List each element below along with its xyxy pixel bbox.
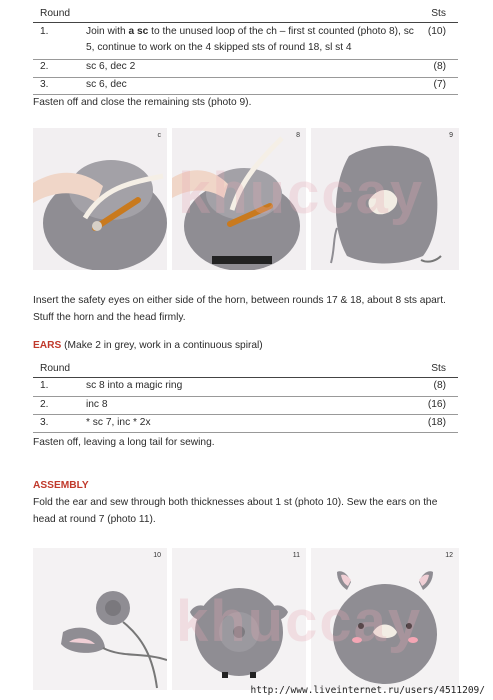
photo-label: 9	[449, 132, 453, 139]
photo-9	[311, 128, 459, 270]
sts-header: Sts	[431, 363, 446, 374]
assembly-title: ASSEMBLY	[33, 480, 89, 491]
row-instruction: sc 6, dec	[86, 79, 127, 90]
photo-8	[172, 128, 306, 270]
row-number: 3.	[40, 417, 49, 428]
row-instruction: sc 6, dec 2	[86, 61, 136, 72]
table1-header	[33, 6, 458, 22]
photo-12	[311, 548, 459, 690]
row-number: 2.	[40, 399, 49, 410]
table1-row-3	[33, 77, 458, 95]
photo-label: 10	[153, 552, 161, 559]
photo-label: 12	[445, 552, 453, 559]
photo-10	[33, 548, 167, 690]
photo-11	[172, 548, 306, 690]
paragraph-fasten-off: Fasten off and close the remaining sts (photo 9).	[33, 97, 252, 108]
row-sts: (8)	[433, 380, 446, 391]
row-sts: (7)	[433, 79, 446, 90]
photo-c	[33, 128, 167, 270]
ears-title: EARS	[33, 340, 62, 351]
photo-label: 11	[292, 552, 300, 559]
paragraph-safety-eyes: Insert the safety eyes on either side of the horn, between rounds 17 & 18, about 8 sts apart. Stuff the horn and the head firmly.	[33, 295, 446, 323]
round-header: Round	[40, 363, 71, 374]
ears-row-1	[33, 378, 458, 396]
row-sts: (10)	[427, 26, 446, 37]
row-number: 2.	[40, 61, 49, 72]
ears-row-3	[33, 415, 458, 433]
paragraph-long-tail: Fasten off, leaving a long tail for sewing.	[33, 437, 215, 448]
ears-row-2	[33, 397, 458, 415]
row-instruction: Join with a sc to the unused loop of the ch – first st counted (photo 8), sc 5, continue to work on the 4 skipped sts of round 18, sl st 4	[86, 26, 414, 53]
footer-url[interactable]: http://www.liveinternet.ru/users/4511209/	[250, 685, 485, 696]
row-sts: (16)	[427, 399, 446, 410]
table1-row-1	[33, 24, 458, 58]
ears-rule	[33, 432, 458, 433]
ears-table-header	[33, 361, 458, 377]
ears-subtitle: (Make 2 in grey, work in a continuous spiral)	[61, 340, 263, 351]
photo-label: c	[157, 132, 161, 139]
row-sts: (8)	[433, 61, 446, 72]
table1-row-2	[33, 59, 458, 77]
table1-rule-top	[33, 22, 458, 23]
row-sts: (18)	[427, 417, 446, 428]
ears-heading	[33, 338, 263, 354]
row-number: 3.	[40, 79, 49, 90]
watermark: khuccay	[178, 161, 425, 226]
row-instruction: sc 8 into a magic ring	[86, 380, 183, 391]
row-number: 1.	[40, 380, 49, 391]
sts-header: Sts	[431, 8, 446, 19]
watermark: khuccay	[176, 589, 423, 654]
photo-label: 8	[296, 132, 300, 139]
row-number: 1.	[40, 26, 49, 37]
row-instruction: * sc 7, inc * 2x	[86, 417, 151, 428]
row-instruction: inc 8	[86, 399, 108, 410]
round-header: Round	[40, 8, 71, 19]
assembly-text: Fold the ear and sew through both thicknesses about 1 st (photo 10). Sew the ears on the head at round 7 (photo 11).	[33, 497, 438, 525]
